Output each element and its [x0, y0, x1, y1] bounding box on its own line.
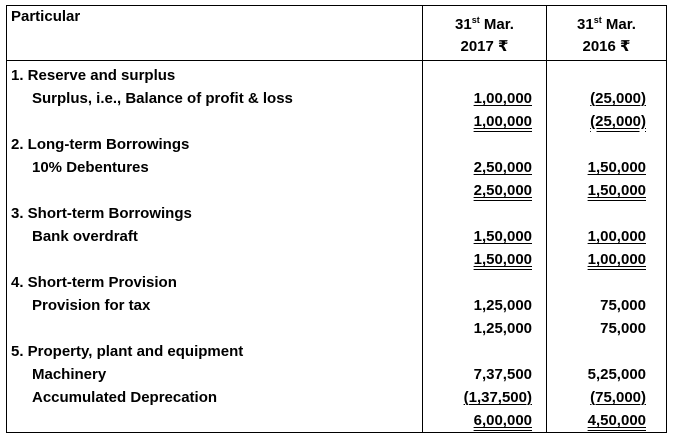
header-2017-year: 2017 ₹ [460, 38, 509, 55]
header-2017-month: Mar. [479, 16, 514, 33]
section-title: 4. Short-term Provision [11, 274, 177, 291]
header-row [7, 6, 667, 61]
header-2016-year: 2016 ₹ [582, 38, 631, 55]
body-row [7, 61, 667, 433]
amount-total: 4,50,000 [587, 412, 646, 429]
section-item: Surplus, i.e., Balance of profit & loss [32, 90, 293, 107]
amount-total: (25,000) [590, 113, 646, 130]
amount: (25,000) [590, 90, 646, 107]
amount-total: 1,25,000 [473, 320, 532, 337]
section-title: 3. Short-term Borrowings [11, 205, 192, 222]
balance-table [6, 5, 667, 433]
amount-total: 1,50,000 [473, 251, 532, 268]
amount-total: 2,50,000 [473, 182, 532, 199]
amount: 7,37,500 [473, 366, 532, 383]
header-2017-day: 31 [455, 16, 472, 33]
header-2016 [547, 6, 667, 61]
header-2016-sup: st [593, 15, 602, 25]
amount: 1,00,000 [587, 228, 646, 245]
header-2016-day: 31 [577, 16, 594, 33]
section-item: Machinery [32, 366, 107, 383]
section-title: 2. Long-term Borrowings [11, 136, 190, 153]
amount: 1,50,000 [587, 159, 646, 176]
particular-column [7, 61, 423, 433]
amount: 1,25,000 [473, 297, 532, 314]
section-item: Bank overdraft [32, 228, 138, 245]
section-item: Provision for tax [32, 297, 151, 314]
amount: 75,000 [600, 297, 646, 314]
section-item: Accumulated Deprecation [32, 389, 218, 406]
section-title: 5. Property, plant and equipment [11, 343, 244, 360]
amount: 1,00,000 [473, 90, 532, 107]
amount: (1,37,500) [463, 389, 532, 406]
amount-total: 1,00,000 [587, 251, 646, 268]
header-2017 [423, 6, 547, 61]
amount-total: 1,50,000 [587, 182, 646, 199]
amount: 5,25,000 [587, 366, 646, 383]
amount: (75,000) [590, 389, 646, 406]
amount-total: 6,00,000 [473, 412, 532, 429]
column-2017 [423, 61, 547, 433]
amount-total: 75,000 [600, 320, 646, 337]
amount: 2,50,000 [473, 159, 532, 176]
amount: 1,50,000 [473, 228, 532, 245]
header-2016-month: Mar. [601, 16, 636, 33]
section-item: 10% Debentures [32, 159, 149, 176]
column-2016 [547, 61, 667, 433]
header-2017-sup: st [471, 15, 480, 25]
amount-total: 1,00,000 [473, 113, 532, 130]
header-particular: Particular [7, 6, 423, 61]
section-title: 1. Reserve and surplus [11, 67, 176, 84]
